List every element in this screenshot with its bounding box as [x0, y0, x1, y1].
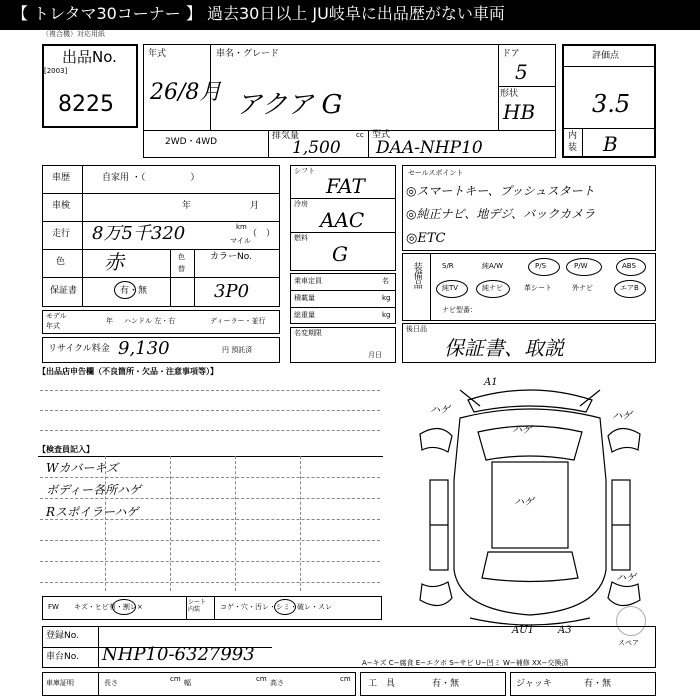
sales-point-3: ◎ETC	[406, 231, 446, 246]
damage-hage-right: ハゲ	[612, 411, 632, 422]
mileage-value: 8万5千320	[92, 223, 186, 244]
color-change-bottom: 替	[178, 265, 185, 273]
equip-pw-circle	[566, 258, 602, 276]
cert-box	[42, 672, 356, 696]
top-note: （複合機）対応用紙	[42, 30, 105, 38]
post-docs-value: 保証書、取説	[444, 336, 564, 360]
warranty-value: 有・無	[120, 286, 148, 296]
warranty-circle	[114, 281, 136, 299]
doors-label: ドア	[502, 49, 520, 59]
damage-a3: A3	[558, 625, 572, 636]
weight-unit: kg	[382, 311, 391, 319]
color-label: 色	[56, 257, 66, 267]
exhibitor-notes-label: 【出品店申告欄（不良箇所・欠品・注意事項等）】	[38, 367, 218, 376]
cert-length: 長さ	[104, 679, 118, 687]
score-label: 評価点	[592, 51, 620, 61]
cert-height: 高さ	[270, 679, 284, 687]
inspector-note-1: Wカバーキズ	[46, 461, 119, 475]
model-year-label-bottom: 年式	[46, 322, 60, 330]
seat-value: コゲ・穴・汚レ・シミ・破レ・スレ	[220, 603, 332, 611]
damage-legend: A−キズ C−腐食 E−エクボ S−サビ U−凹ミ W−補修 XX−交換済	[362, 659, 569, 667]
wheel-fr	[608, 428, 640, 452]
lot-number: 8225	[58, 92, 114, 117]
sales-point-1: ◎スマートキー、プッシュスタート	[406, 184, 595, 198]
equip-leather: 革シート	[524, 284, 552, 292]
load-unit: kg	[382, 294, 391, 302]
model-year-dealer: ディーラー・並行	[210, 317, 266, 325]
colorno-label: カラーNo.	[210, 252, 252, 262]
cert-length-cm: cm	[170, 675, 181, 683]
weight-label: 総重量	[294, 311, 315, 319]
interior-value: B	[603, 132, 618, 156]
inspector-note-3: Rスポイラーハゲ	[46, 505, 139, 519]
interior-label-top: 内	[568, 131, 578, 141]
capacity-unit: 名	[382, 277, 389, 285]
inspection-month: 月	[250, 201, 260, 211]
model-year-year: 年	[106, 317, 113, 325]
damage-hage-front: ハゲ	[512, 425, 532, 436]
wheel-rl	[420, 582, 452, 606]
equip-airbag-circle	[614, 280, 646, 298]
year-label: 年式	[148, 49, 167, 59]
lot-label: 出品No.	[62, 48, 117, 66]
cert-label: 車庫証明	[46, 679, 74, 687]
mileage-unit-mile: マイル	[230, 237, 251, 245]
car-name-label: 車名・グレード	[216, 49, 280, 59]
wheel-rr	[608, 582, 640, 606]
cert-width-cm: cm	[256, 675, 267, 683]
recycle-value: 9,130	[118, 338, 170, 359]
seat-stain-circle	[274, 599, 296, 615]
history-label: 車歴	[52, 173, 71, 183]
history-value: 自家用 ・（ ）	[102, 173, 200, 183]
damage-hage-roof: ハゲ	[514, 497, 534, 508]
year-value: 26/8月	[150, 80, 222, 105]
damage-hage-left: ハゲ	[430, 405, 450, 416]
damage-hage-rear: ハゲ	[616, 573, 636, 584]
capacity-label: 乗車定員	[294, 277, 322, 285]
inspector-note-2: ボディー各所ハゲ	[46, 483, 142, 497]
mileage-unit-km: km	[236, 223, 247, 231]
recycle-unit: 円 預託済	[222, 346, 253, 354]
mileage-paren: （ ）	[248, 229, 276, 239]
doors-value: 5	[515, 60, 528, 84]
recycle-label: リサイクル料金	[48, 344, 110, 354]
seat-label: シート 内装	[188, 599, 207, 613]
chassis-label: 車台No.	[46, 652, 79, 662]
displacement-value: 1,500	[292, 138, 341, 158]
load-label: 積載量	[294, 294, 315, 302]
color-value: 赤	[104, 250, 124, 274]
aircon-value: AAC	[320, 208, 365, 232]
fw-value: キズ・ヒビ有・割レ×	[74, 603, 143, 611]
equip-navi-model: ナビ型番：	[442, 306, 477, 314]
score-value: 3.5	[592, 90, 631, 118]
color-change-top: 色	[178, 253, 185, 261]
car-name-value: アクア G	[236, 90, 343, 120]
shape-value: HB	[503, 100, 536, 124]
equip-sr: S/R	[442, 262, 454, 270]
rear-window	[482, 552, 578, 582]
fuel-value: G	[332, 242, 348, 266]
fuel-label: 燃料	[294, 234, 308, 242]
wheel-fl	[420, 428, 452, 452]
shift-value: FAT	[326, 174, 365, 198]
sales-point-2: ◎純正ナビ、地デジ、バックカメラ	[406, 207, 596, 221]
fw-label: FW	[48, 603, 59, 611]
equipment-label: 装備品	[411, 262, 422, 289]
equip-airbag: エアB	[620, 284, 639, 292]
shift-label: シフト	[294, 167, 315, 175]
equip-extnavi: 外ナビ	[572, 284, 593, 292]
damage-au1: AU1	[512, 625, 535, 636]
jack-value: 有・無	[584, 679, 612, 689]
inspection-year: 年	[182, 201, 192, 211]
cert-height-cm: cm	[340, 675, 351, 683]
equip-aw: 純A/W	[482, 262, 504, 270]
aircon-label: 冷房	[294, 200, 308, 208]
displacement-unit: cc	[356, 131, 364, 139]
inspection-label: 車検	[52, 201, 71, 211]
model-year-label-top: モデル	[46, 312, 67, 320]
lot-stamp: [2003]	[44, 67, 68, 75]
equip-pw: P/W	[574, 262, 588, 270]
equip-navi: 純ナビ	[482, 284, 503, 292]
spare-label: スペア	[618, 639, 639, 647]
equip-abs-circle	[616, 258, 646, 276]
post-docs-label: 後日品	[406, 325, 427, 333]
equip-tv-circle	[436, 280, 468, 298]
fw-hibi-circle	[112, 599, 136, 615]
interior-label-bottom: 装	[568, 143, 578, 153]
equip-tv: 純TV	[442, 284, 459, 292]
equip-abs: ABS	[622, 262, 636, 270]
registration-label: 登録No.	[46, 631, 79, 641]
displacement-label: 排気量	[272, 131, 300, 141]
equip-ps: P/S	[535, 262, 547, 270]
mileage-label: 走行	[52, 229, 71, 239]
drive-label: 2WD・4WD	[165, 137, 218, 147]
rear-bumper-outline	[470, 618, 590, 625]
model-year-handle: ハンドル 左・右	[124, 317, 176, 325]
warranty-label: 保証書	[50, 286, 78, 296]
name-change-label: 名変期限	[294, 329, 322, 337]
cert-width: 幅	[184, 679, 191, 687]
model-value: DAA-NHP10	[376, 138, 483, 158]
name-change-unit: 月日	[368, 351, 382, 359]
header-title: 【 トレタマ30コーナー 】 過去30日以上 JU岐阜に出品歴がない車両	[12, 4, 505, 23]
equip-ps-circle	[528, 258, 560, 276]
colorno-value: 3P0	[214, 281, 250, 302]
sales-points-label: セールスポイント	[408, 169, 464, 177]
chassis-value: NHP10-6327993	[102, 644, 255, 665]
equip-navi-circle	[476, 280, 510, 298]
jack-label: ジャッキ	[516, 679, 552, 689]
tools-label: 工 具	[368, 679, 396, 689]
inspector-label: 【検査員記入】	[38, 445, 94, 454]
model-label: 型式	[372, 130, 391, 140]
shape-label: 形状	[500, 89, 519, 99]
damage-a1: A1	[484, 377, 498, 388]
tools-value: 有・無	[432, 679, 460, 689]
body-outline	[454, 409, 606, 615]
